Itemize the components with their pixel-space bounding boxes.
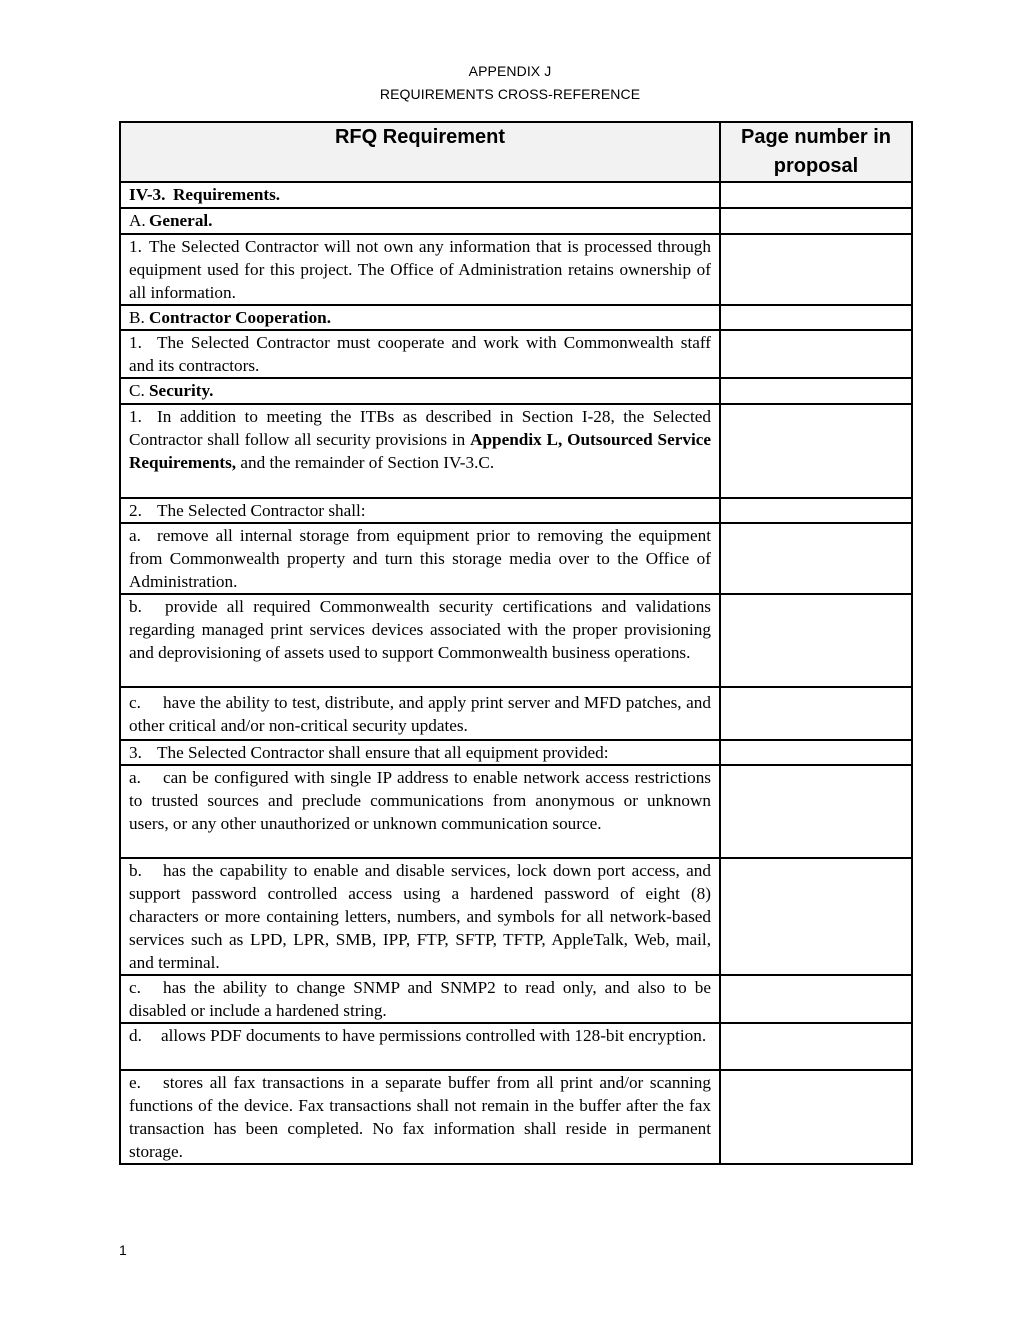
- page-number-cell[interactable]: [720, 182, 912, 208]
- row-text: The Selected Contractor shall:: [157, 501, 366, 520]
- row-text: Requirements.: [173, 185, 281, 204]
- table-row: [120, 234, 912, 305]
- row-text: stores all fax transactions in a separate buffer from all print and/or scanning functions of the device. Fax transactions shall not remain in the buffer after the fax transaction has been completed. No fax information shall reside in permanent storage.: [129, 1073, 711, 1161]
- row-number: 1.: [129, 407, 142, 426]
- row-text: The Selected Contractor shall ensure that all equipment provided:: [157, 743, 609, 762]
- row-text: General.: [149, 211, 213, 230]
- row-text: provide all required Commonwealth security certifications and validations regarding managed print services devices associated with the proper provisioning and deprovisioning of assets used to support Commonwealth business operations.: [129, 597, 711, 662]
- row-number: b.: [129, 861, 142, 880]
- row-text: has the capability to enable and disable services, lock down port access, and support password controlled access using a hardened password of eight (8) characters or more containing letters, numbers, and symbols for all network-based services such as LPD, LPR, SMB, IPP, FTP, SFTP, TFTP, AppleTalk, Web, mail, and terminal.: [129, 861, 711, 972]
- row-text-continued: and the remainder of Section IV-3.C.: [236, 453, 495, 472]
- page-number-cell[interactable]: [720, 1070, 912, 1164]
- table-row: [120, 858, 912, 975]
- table-row: [120, 330, 912, 378]
- row-text: In addition to meeting the ITBs as described in Section I-28, the Selected Contractor shall follow all security provisions in: [129, 407, 711, 449]
- table-row: [120, 594, 912, 687]
- page-number-cell[interactable]: [720, 498, 912, 523]
- page-number: 1: [119, 1242, 127, 1258]
- page-number-cell[interactable]: [720, 594, 912, 687]
- row-number: 2.: [129, 501, 142, 520]
- row-text: remove all internal storage from equipment prior to removing the equipment from Commonwealth property and turn this storage media over to the Office of Administration.: [129, 526, 711, 591]
- row-text: Contractor Cooperation.: [149, 308, 332, 327]
- row-text: Security.: [149, 381, 214, 400]
- row-number: a.: [129, 768, 141, 787]
- table-row: [120, 378, 912, 404]
- page-number-cell[interactable]: [720, 687, 912, 740]
- row-number: IV-3.: [129, 185, 166, 204]
- table-row: [120, 498, 912, 523]
- appendix-subtitle: REQUIREMENTS CROSS-REFERENCE: [379, 86, 641, 102]
- page-number-cell[interactable]: [720, 975, 912, 1023]
- row-number: e.: [129, 1073, 141, 1092]
- row-number: 1.: [129, 333, 142, 352]
- table-row: [120, 765, 912, 858]
- row-text: can be configured with single IP address to enable network access restrictions to trusted sources and preclude communications from anonymous or unknown users, or any other unauthorized or unknown communication source.: [129, 768, 711, 833]
- table-header-row: [120, 122, 912, 182]
- table-row: [120, 523, 912, 594]
- page-number-cell[interactable]: [720, 305, 912, 330]
- appendix-title: APPENDIX J: [468, 63, 552, 79]
- row-number: 3.: [129, 743, 142, 762]
- appendix-reference: Appendix L, Outsourced Service Requirements,: [129, 430, 711, 472]
- page-number-cell[interactable]: [720, 208, 912, 234]
- rfq-requirement-header: RFQ Requirement: [120, 122, 720, 182]
- page-number-cell[interactable]: [720, 378, 912, 404]
- requirements-table: [119, 121, 913, 1165]
- row-text: The Selected Contractor will not own any information that is processed through equipment used for this project. The Office of Administration retains ownership of all information.: [129, 237, 711, 302]
- row-number: A.: [129, 211, 146, 230]
- table-row: [120, 1023, 912, 1070]
- page-number-cell[interactable]: [720, 765, 912, 858]
- table-row: [120, 1070, 912, 1164]
- row-text: has the ability to change SNMP and SNMP2 to read only, and also to be disabled or include a hardened string.: [129, 978, 711, 1020]
- table-row: [120, 305, 912, 330]
- page-number-cell[interactable]: [720, 330, 912, 378]
- table-row: [120, 182, 912, 208]
- table-row: [120, 740, 912, 765]
- page-number-cell[interactable]: [720, 234, 912, 305]
- page-number-cell[interactable]: [720, 404, 912, 498]
- row-number: B.: [129, 308, 145, 327]
- row-text: The Selected Contractor must cooperate and work with Commonwealth staff and its contractors.: [129, 333, 711, 375]
- page-number-header: Page number in proposal: [720, 122, 912, 182]
- row-number: c.: [129, 693, 141, 712]
- page-number-cell[interactable]: [720, 740, 912, 765]
- row-number: b.: [129, 597, 142, 616]
- row-number: d.: [129, 1026, 142, 1045]
- page-number-cell[interactable]: [720, 1023, 912, 1070]
- row-number: C.: [129, 381, 145, 400]
- page-number-cell[interactable]: [720, 858, 912, 975]
- row-number: 1.: [129, 237, 142, 256]
- row-number: a.: [129, 526, 141, 545]
- table-row: [120, 687, 912, 740]
- row-number: c.: [129, 978, 141, 997]
- table-row: [120, 208, 912, 234]
- table-row: [120, 404, 912, 498]
- table-row: [120, 975, 912, 1023]
- row-text: allows PDF documents to have permissions controlled with 128-bit encryption.: [161, 1026, 707, 1045]
- row-text: have the ability to test, distribute, and apply print server and MFD patches, and other critical and/or non-critical security updates.: [129, 693, 711, 735]
- page-number-cell[interactable]: [720, 523, 912, 594]
